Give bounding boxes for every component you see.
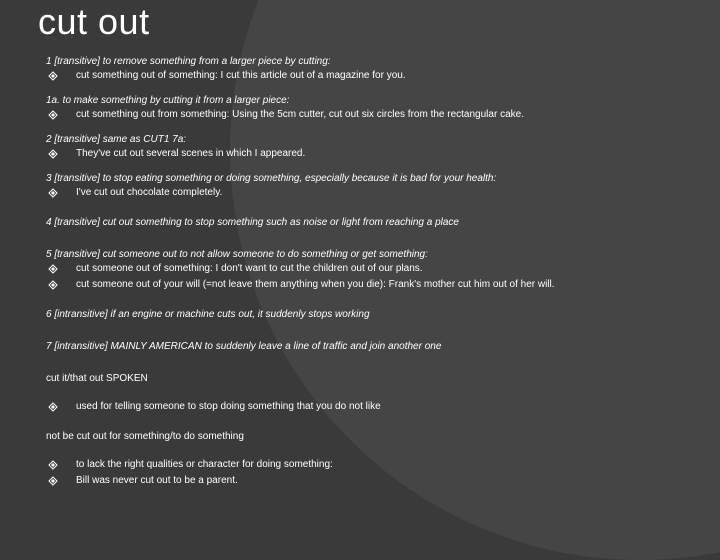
bullet-icon — [48, 188, 58, 198]
example-line — [0, 261, 720, 277]
bullet-icon — [48, 476, 58, 486]
example-line — [0, 473, 720, 489]
bullet-icon — [48, 110, 58, 120]
example-line — [0, 68, 720, 84]
bullet-icon — [48, 149, 58, 159]
example-text: cut something out from something: Using the 5cm cutter, cut out six circles from the rectangular cake. — [76, 109, 524, 120]
phrase-cut-it-out — [0, 373, 720, 415]
example-line — [0, 107, 720, 123]
sense-4 — [0, 217, 720, 229]
sense-heading: 6 [intransitive] if an engine or machine cuts out, it suddenly stops working — [46, 309, 370, 320]
sense-3 — [0, 173, 720, 201]
sense-2 — [0, 134, 720, 162]
sense-heading: 7 [intransitive] MAINLY AMERICAN to suddenly leave a line of traffic and join another one — [46, 341, 442, 352]
sense-5 — [0, 249, 720, 293]
bullet-icon — [48, 264, 58, 274]
example-line — [0, 185, 720, 201]
phrase-heading: not be cut out for something/to do something — [46, 431, 244, 442]
phrase-heading: cut it/that out SPOKEN — [46, 373, 148, 384]
sense-heading: 2 [transitive] same as CUT1 7a: — [46, 134, 187, 145]
example-text: cut someone out of something: I don't want to cut the children out of our plans. — [76, 263, 423, 274]
sense-heading: 1a. to make something by cutting it from a larger piece: — [46, 95, 290, 106]
definition-list — [0, 56, 720, 489]
sense-heading: 5 [transitive] cut someone out to not allow someone to do something or get something: — [46, 249, 428, 260]
example-line — [0, 399, 720, 415]
example-text: cut someone out of your will (=not leave them anything when you die): Frank's mother cut him out of her will. — [76, 279, 555, 290]
sense-heading: 1 [transitive] to remove something from a larger piece by cutting: — [46, 56, 331, 67]
sense-heading: 3 [transitive] to stop eating something or doing something, especially because it is bad for your health: — [46, 173, 497, 184]
bullet-icon — [48, 460, 58, 470]
bullet-icon — [48, 402, 58, 412]
sense-7 — [0, 341, 720, 353]
sense-1a — [0, 95, 720, 123]
bullet-icon — [48, 71, 58, 81]
example-line — [0, 457, 720, 473]
example-text: to lack the right qualities or character for doing something: — [76, 459, 333, 470]
sense-heading: 4 [transitive] cut out something to stop something such as noise or light from reaching a place — [46, 217, 459, 228]
example-text: They've cut out several scenes in which I appeared. — [76, 148, 306, 159]
example-text: I've cut out chocolate completely. — [76, 187, 223, 198]
example-line — [0, 146, 720, 162]
sense-6 — [0, 309, 720, 321]
example-text: used for telling someone to stop doing something that you do not like — [76, 401, 381, 412]
example-line — [0, 277, 720, 293]
slide-title: cut out — [38, 1, 150, 42]
sense-1 — [0, 56, 720, 84]
bullet-icon — [48, 280, 58, 290]
phrase-not-be-cut-out-for — [0, 431, 720, 489]
example-text: cut something out of something: I cut this article out of a magazine for you. — [76, 70, 406, 81]
example-text: Bill was never cut out to be a parent. — [76, 475, 238, 486]
